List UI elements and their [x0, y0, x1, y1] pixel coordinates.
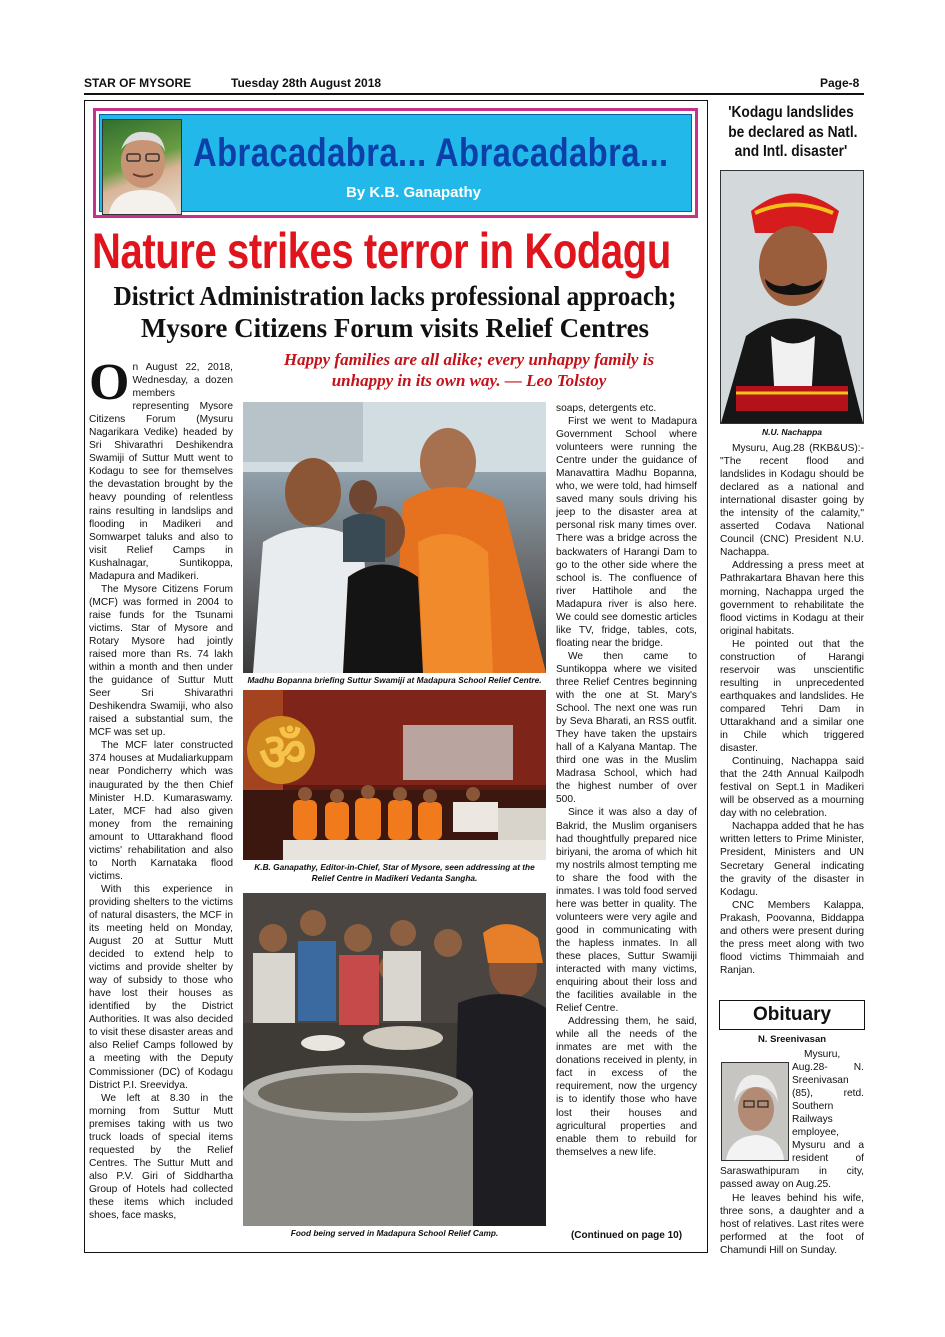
author-photo [102, 119, 182, 215]
obituary-paragraph: He leaves behind his wife, three sons, a daughter and a host of relatives. Last rites were performed at the foot of Chamundi Hill on Sunday. [720, 1192, 864, 1256]
page-number: Page-8 [820, 76, 860, 90]
side-paragraph: He pointed out that the construction of Harangi reservoir was unscientific resulting in unprecedented earthquakes and landslides. He compared Tehri Dam in Uttarakhand and a similar one in Chile which triggered disaster. [720, 638, 864, 755]
side-paragraph: Continuing, Nachappa said that the 24th Annual Kailpodh festival on Sept.1 in Madikeri will be observed as a mourning day with no celebration. [720, 756, 864, 820]
quote-line-1: Happy families are all alike; every unhappy family is [283, 350, 655, 369]
photo-caption-2 [243, 862, 546, 883]
side-paragraph: Mysuru, Aug.28 (RKB&US):- "The recent flood and landslides in Kodagu should be declared as a national and international disaster going by the intensity of the calamity," asserted Codava National Council (CNC) President N.U. Nachappa. [720, 443, 864, 559]
col3-paragraph: First we went to Madapura Government School where volunteers were running the Centre under the guidance of Manavattira Madhu Bopanna, who, we were told, had himself saved many souls driving his jeep to the disaster area at personal risk many times over. There was a bridge across the backwaters of Harangi Dam to go to the other side where the school is. The confluence of river Hattihole and the Madapura river is also here. We could see domestic articles like TV, fridge, tables, cots, floating near the bridge. [556, 416, 697, 649]
nachappa-caption: N.U. Nachappa [762, 427, 822, 437]
subheadline [92, 280, 698, 344]
col1-paragraph: The Mysore Citizens Forum (MCF) was formed in 2004 to raise funds for the Tsunami victims. Star of Mysore and Rotary Mysore had jointly raised more than Rs. 74 lakh within a month and then under the guidance of Suttur Mutt Seer Sri Shivarathri Deshikendra Swamiji, who also raised a substantial sum, the MCF was set up. [89, 583, 233, 739]
side-story-body [720, 442, 864, 994]
story-column-3 [556, 402, 697, 1228]
obituary-body [720, 1048, 864, 1258]
col3-paragraph: Since it was also a day of Bakrid, the Muslim organisers had thoughtfully prepared nice biriyani, the aroma of which hit my nostrils almost tempting me to share the food with the inmates. I was told food served here was better in quality. The volunteers were very agile and good in communicating with the hapless inmates. In all these places, Suttur Swamiji interacted with many victims, enquiring about their loss and the facilities available in the Relief Centre. [556, 807, 697, 1015]
dropcap: O [89, 361, 130, 411]
side-headline-line-1: 'Kodagu landslides [728, 104, 854, 121]
caption-2-line-2: Relief Centre in Madikeri Vedanta Sangha. [311, 872, 478, 883]
obituary-name: N. Sreenivasan [757, 1034, 827, 1045]
photo-madikeri-stage [243, 690, 546, 860]
main-headline: Nature strikes terror in Kodagu [92, 223, 671, 279]
column-banner [93, 108, 698, 218]
issue-date: Tuesday 28th August 2018 [231, 76, 382, 90]
nachappa-photo [720, 170, 864, 424]
subhead-line-2: Mysore Citizens Forum visits Relief Centres [140, 313, 650, 343]
side-headline [718, 103, 864, 162]
story-column-1 [89, 361, 233, 1246]
photo-caption-3: Food being served in Madapura School Relief Camp. [290, 1228, 499, 1238]
obituary-title: Obituary [719, 1000, 865, 1030]
side-paragraph: Nachappa added that he has written letters to Prime Minister, President, Ministers and UN Secretary General indicating the gravity of the disaster in Kodagu. [720, 821, 864, 898]
side-paragraph: Addressing a press meet at Pathrakartara Bhavan here this morning, Nachappa urged the government to rehabilitate the flood victims in Kodagu at their original habitats. [720, 560, 864, 637]
col1-paragraph: The MCF later constructed 374 houses at Mudaliarkuppam near Pondicherry which was inaugurated by the then Chief Minister H.D. Kumaraswamy. Later, MCF had also given money from the remaining amount to Uttarakhand flood victims' rehabilitation and also to North Karnataka flood victims. [89, 740, 233, 882]
tolstoy-quote [244, 349, 694, 391]
subhead-line-1: District Administration lacks professional approach; [113, 281, 677, 311]
obituary-paragraph: Mysuru, Aug.28- N. Sreenivasan (85), retd. Southern Railways employee, Mysuru and a resident of Saraswathipuram in city, passed away on Aug.25. [720, 1049, 864, 1191]
svg-text:ॐ: ॐ [259, 723, 307, 783]
side-headline-line-3: and Intl. disaster' [734, 143, 848, 160]
column-byline: By K.B. Ganapathy [346, 184, 482, 201]
side-headline-line-2: be declared as Natl. [728, 123, 858, 141]
continued-note: (Continued on page 10) [570, 1230, 683, 1241]
side-paragraph: CNC Members Kalappa, Prakash, Poovanna, Biddappa and others were present during the press meet along with two flood victims Thimmaiah and Ranjan. [720, 899, 864, 976]
col3-paragraph: We then came to Suntikoppa where we visited three Relief Centres beginning with the one at St. Mary's School. The next one was run by Seva Bharati, an RSS outfit. They have taken the upstairs hall of a Kalyana Mantap. The third one was in the Muslim Madrasa School, which had the highest number of over 500. [556, 650, 697, 806]
photo-caption-1: Madhu Bopanna briefing Suttur Swamiji at Madapura School Relief Centre. [247, 675, 542, 685]
col1-paragraph: With this experience in providing shelters to the victims of natural disasters, the MCF in its meeting held on Monday, August 20 at Suttur Mutt decided to extend help to victims and provide shelter by way of subsidy to those who have lost their houses as identified by the District Authorities. It was also decided to visit these disaster areas and also Relief Camps followed by a meeting with the Deputy Commissioner (DC) of Kodagu District P.I. Sreevidya. [89, 883, 233, 1091]
caption-2-line-1: K.B. Ganapathy, Editor-in-Chief, Star of Mysore, seen addressing at the [254, 862, 535, 872]
photo-bopanna-swamiji [243, 402, 546, 673]
col3-paragraph: soaps, detergents etc. [556, 403, 657, 414]
col1-paragraph: We left at 8.30 in the morning from Suttur Mutt premises taking with us two truck loads of special items requested by the Relief Centres. The Suttur Mutt and also P.V. Giri of Siddhartha Group of Hotels had collected these items which included shoes, face masks, [89, 1092, 233, 1222]
paper-name: STAR OF MYSORE [84, 76, 192, 90]
photo-food-serving [243, 893, 546, 1226]
column-title: Abracadabra... Abracadabra... [193, 131, 669, 175]
masthead-rule [84, 93, 864, 95]
col1-paragraph: n August 22, 2018, Wednesday, a dozen members representing Mysore Citizens Forum (Mysuru Nagarikara Vedike) headed by Sri Shivarathri Deshikendra Swamiji of Suttur Mutt went to Kodagu to see for themselves the devastation brought by the heavy pounding of relentless rains resulting in landslips and flooding in Madikeri and Somwarpet taluks and also to visit Relief Camps in Kushalnagar, Suntikoppa, Madapura and Madikeri. [89, 362, 233, 582]
quote-line-2: unhappy in its own way. — Leo Tolstoy [331, 371, 607, 390]
col3-paragraph: Addressing them, he said, while all the needs of the inmates are met with the donations received in plenty, in fact in excess of the requirement, now the urgency is to identify those who have lost their houses and agricultural properties and enable them to rebuild for themselves a new life. [556, 1016, 697, 1158]
